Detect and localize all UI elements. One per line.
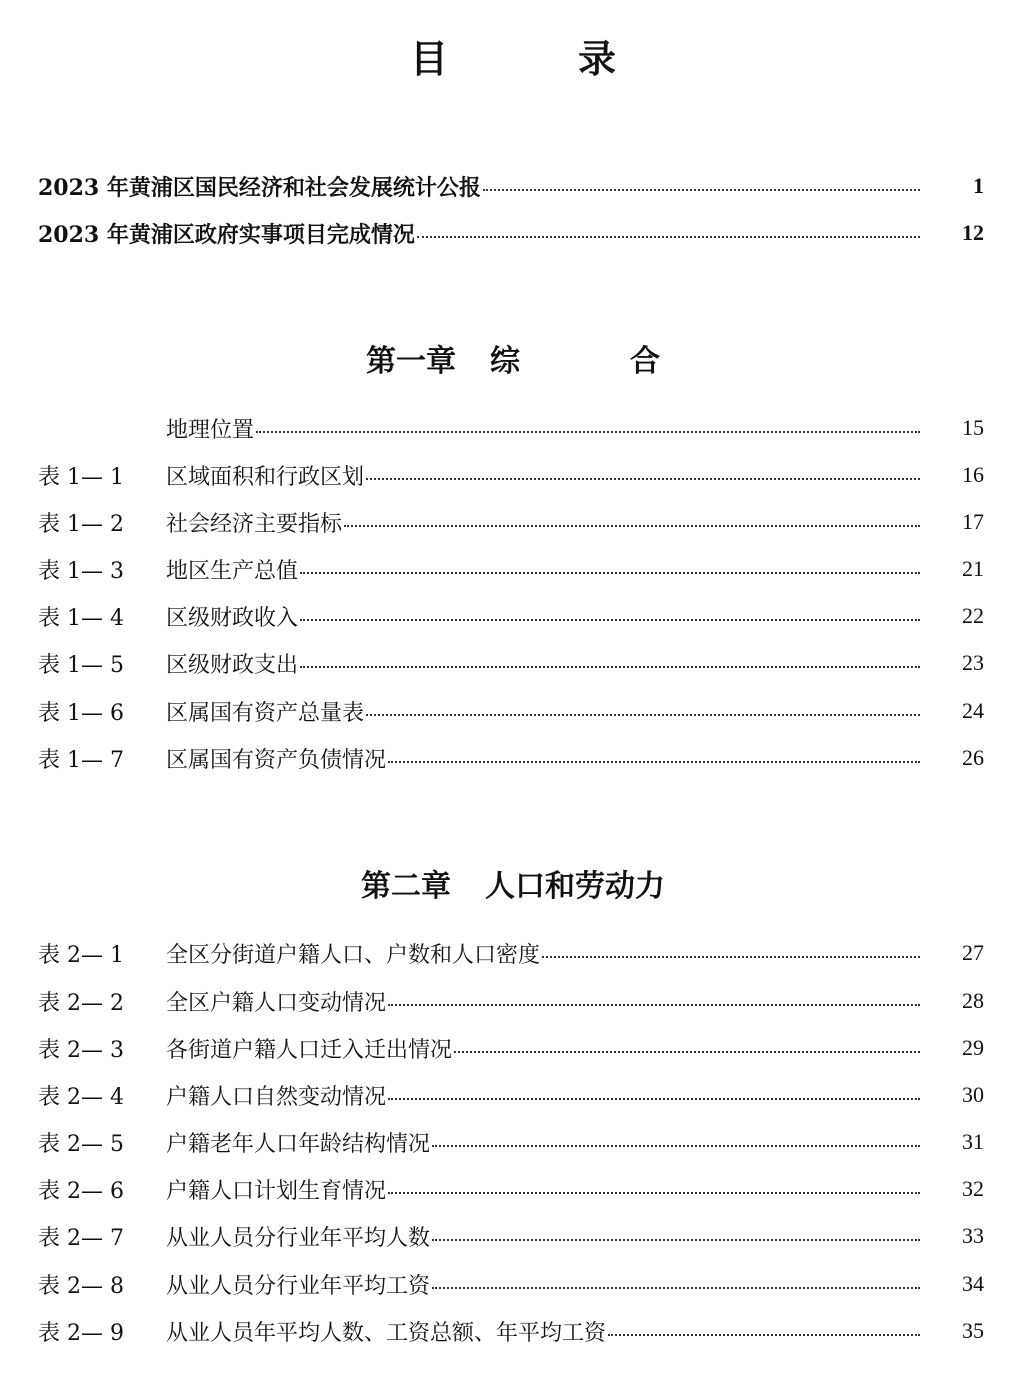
toc-entry[interactable] (38, 985, 984, 1017)
table-label: 表 2— 7 (38, 1225, 124, 1251)
entry-title: 从业人员分行业年平均人数 (166, 1225, 431, 1251)
table-label: 表 2— 3 (38, 1037, 124, 1063)
toc-entry[interactable] (38, 1079, 984, 1111)
page-number: 35 (962, 1318, 984, 1343)
toc-entry[interactable] (38, 1220, 984, 1252)
table-label: 表 2— 5 (38, 1131, 124, 1157)
toc-entry[interactable] (38, 412, 984, 444)
chapter-name: 人口和劳动力 (485, 869, 665, 904)
table-label: 表 1— 6 (38, 700, 124, 726)
chapter-2-heading[interactable] (0, 861, 1026, 905)
chapter-name-part-2: 合 (630, 344, 660, 379)
page-number: 21 (962, 556, 984, 581)
toc-entry[interactable] (38, 600, 984, 632)
table-label: 表 2— 6 (38, 1178, 124, 1204)
toc-entry[interactable] (38, 742, 984, 774)
page-number: 23 (962, 650, 984, 675)
entry-title: 区属国有资产负债情况 (166, 747, 387, 773)
dot-leader (483, 175, 920, 191)
page-number: 30 (962, 1082, 984, 1107)
entry-title: 户籍老年人口年龄结构情况 (166, 1131, 431, 1157)
page-number: 26 (962, 745, 984, 770)
dot-leader (432, 1225, 920, 1241)
page-number: 28 (962, 988, 984, 1013)
page-title-char-2: 录 (578, 36, 617, 81)
chapter-1-heading[interactable] (0, 336, 1026, 380)
page-number: 12 (962, 220, 984, 245)
dot-leader (432, 1131, 920, 1147)
entry-title: 全区户籍人口变动情况 (166, 990, 387, 1016)
toc-entry[interactable] (38, 1315, 984, 1347)
dot-leader (454, 1037, 920, 1053)
dot-leader (417, 222, 920, 238)
dot-leader (608, 1320, 920, 1336)
dot-leader (344, 511, 920, 527)
entry-title: 社会经济主要指标 (166, 511, 343, 537)
chapter-number: 第二章 (361, 869, 451, 904)
table-label: 表 2— 2 (38, 990, 124, 1016)
page-title (0, 28, 1026, 83)
toc-entry[interactable] (38, 1173, 984, 1205)
toc-entry[interactable] (38, 553, 984, 585)
toc-entry[interactable] (38, 695, 984, 727)
dot-leader (366, 700, 920, 716)
entry-title: 从业人员年平均人数、工资总额、年平均工资 (166, 1320, 607, 1346)
entry-title: 2023 年黄浦区政府实事项目完成情况 (38, 221, 415, 248)
dot-leader (388, 1084, 920, 1100)
table-label: 表 1— 5 (38, 652, 124, 678)
table-label: 表 2— 8 (38, 1273, 124, 1299)
dot-leader (432, 1273, 920, 1289)
page-number: 1 (973, 173, 984, 198)
toc-entry[interactable] (38, 647, 984, 679)
table-label: 表 1— 3 (38, 558, 124, 584)
entry-title: 地理位置 (166, 417, 255, 443)
dot-leader (388, 1178, 920, 1194)
dot-leader (300, 558, 920, 574)
page-number: 16 (962, 462, 984, 487)
page-number: 17 (962, 509, 984, 534)
page-number: 32 (962, 1176, 984, 1201)
table-label: 表 1— 7 (38, 747, 124, 773)
toc-entry-government-projects[interactable] (38, 217, 984, 249)
toc-entry[interactable] (38, 459, 984, 491)
page-number: 34 (962, 1271, 984, 1296)
entry-title: 区属国有资产总量表 (166, 700, 365, 726)
page-title-char-1: 目 (409, 36, 448, 81)
page-number: 15 (962, 415, 984, 440)
entry-title: 区级财政收入 (166, 605, 299, 631)
chapter-number: 第一章 (366, 344, 456, 379)
entry-title: 户籍人口自然变动情况 (166, 1084, 387, 1110)
table-label: 表 2— 4 (38, 1084, 124, 1110)
page-number: 31 (962, 1129, 984, 1154)
toc-entry-statistical-bulletin[interactable] (38, 170, 984, 202)
entry-title: 地区生产总值 (166, 558, 299, 584)
dot-leader (300, 652, 920, 668)
toc-entry[interactable] (38, 1032, 984, 1064)
table-label: 表 1— 1 (38, 464, 124, 490)
dot-leader (542, 942, 920, 958)
page-number: 22 (962, 603, 984, 628)
table-label: 表 1— 4 (38, 605, 124, 631)
entry-title: 从业人员分行业年平均工资 (166, 1273, 431, 1299)
table-label: 表 2— 1 (38, 942, 124, 968)
dot-leader (388, 747, 920, 763)
table-label: 表 1— 2 (38, 511, 124, 537)
toc-entry[interactable] (38, 937, 984, 969)
dot-leader (388, 990, 920, 1006)
entry-title: 区级财政支出 (166, 652, 299, 678)
page-number: 27 (962, 940, 984, 965)
toc-entry[interactable] (38, 1126, 984, 1158)
entry-title: 各街道户籍人口迁入迁出情况 (166, 1037, 453, 1063)
entry-title: 全区分街道户籍人口、户数和人口密度 (166, 942, 541, 968)
dot-leader (366, 464, 920, 480)
toc-entry[interactable] (38, 1268, 984, 1300)
table-label: 表 2— 9 (38, 1320, 124, 1346)
dot-leader (300, 605, 920, 621)
page-number: 29 (962, 1035, 984, 1060)
toc-entry[interactable] (38, 506, 984, 538)
page-number: 33 (962, 1223, 984, 1248)
entry-title: 2023 年黄浦区国民经济和社会发展统计公报 (38, 174, 481, 201)
entry-title: 区域面积和行政区划 (166, 464, 365, 490)
dot-leader (256, 417, 920, 433)
entry-title: 户籍人口计划生育情况 (166, 1178, 387, 1204)
page-number: 24 (962, 698, 984, 723)
chapter-name-part-1: 综 (490, 344, 520, 379)
